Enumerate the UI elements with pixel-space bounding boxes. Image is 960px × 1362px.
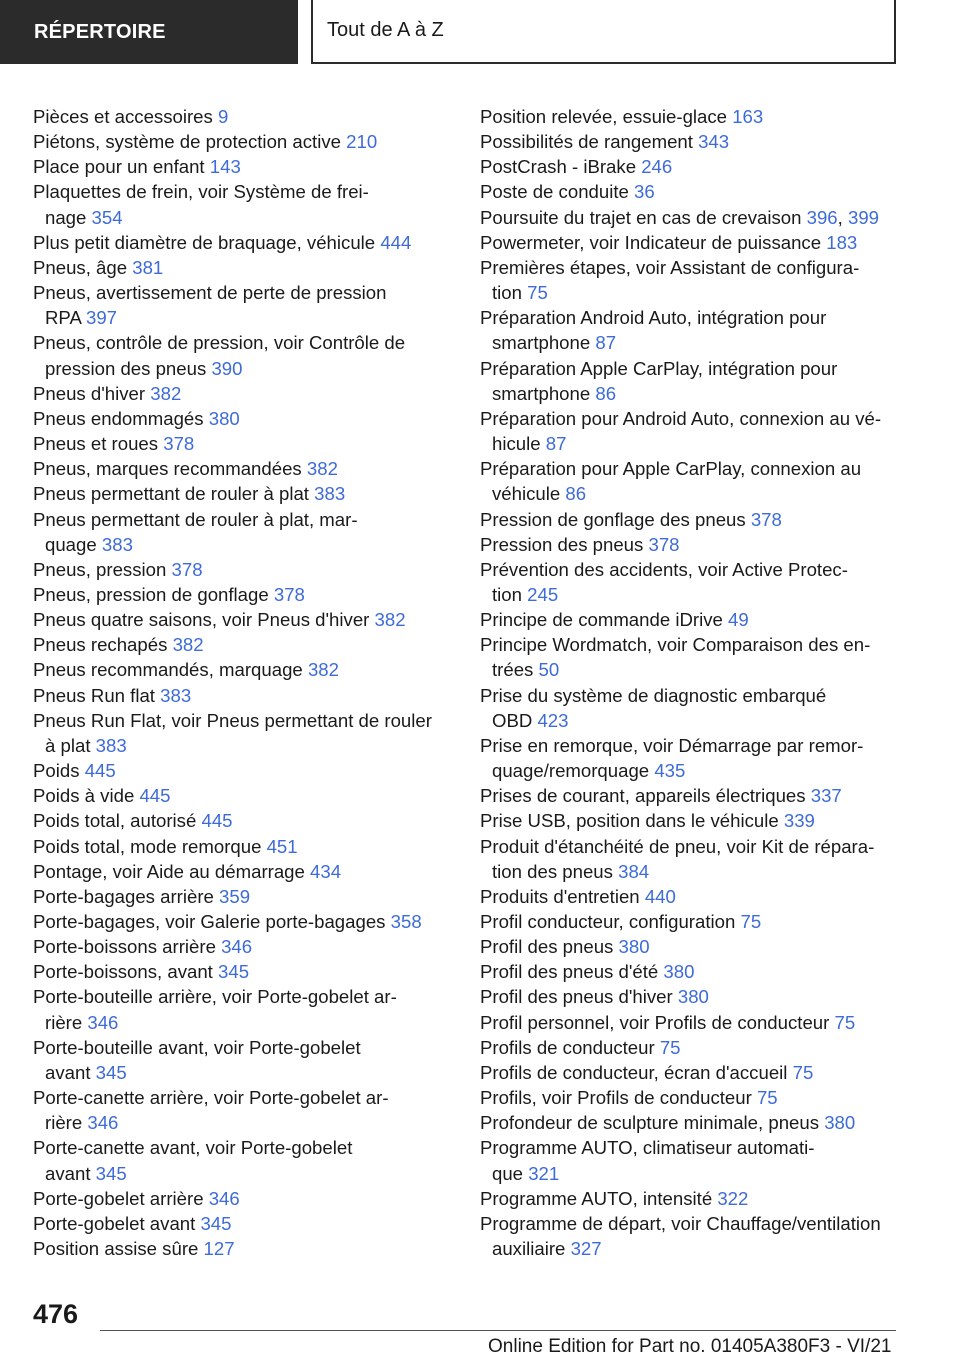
index-entry (480, 834, 905, 884)
index-entry-text: Porte-gobelet avant (33, 1212, 196, 1234)
index-entry-text: Poids (33, 760, 80, 782)
index-entry (33, 909, 453, 934)
index-entry-text: Pneus Run Flat, voir Pneus permettant de rouler (33, 709, 432, 731)
index-entry (480, 356, 905, 406)
page-link[interactable]: 322 (717, 1187, 749, 1209)
index-entry-text: Plus petit diamètre de braquage, véhicule (33, 231, 376, 253)
index-entry (480, 230, 905, 255)
index-entry (33, 1135, 453, 1185)
page-link[interactable]: 345 (218, 961, 250, 983)
index-entry (33, 1035, 453, 1085)
index-entry (480, 507, 905, 532)
page-link[interactable]: 163 (732, 106, 764, 127)
page-link[interactable]: 345 (200, 1212, 232, 1234)
page-link[interactable]: 382 (150, 382, 182, 404)
index-entry-text: auxiliaire (492, 1238, 566, 1260)
page-link[interactable]: 382 (374, 609, 406, 631)
index-entry (480, 934, 905, 959)
page-link[interactable]: 380 (677, 986, 709, 1008)
index-entry-text: Profil des pneus d'hiver (480, 986, 673, 1008)
index-entry (33, 456, 453, 481)
index-entry (33, 280, 453, 330)
index-entry (33, 557, 453, 582)
index-entry (480, 1110, 905, 1135)
index-entry (33, 959, 453, 984)
page-link[interactable]: 339 (783, 810, 815, 832)
page-link[interactable]: 245 (527, 583, 559, 605)
page-link[interactable]: 86 (565, 483, 587, 505)
index-entry (480, 1085, 905, 1110)
page-link[interactable]: 378 (648, 533, 680, 555)
index-entry (480, 607, 905, 632)
page-link[interactable]: 378 (750, 508, 782, 530)
index-entry (33, 834, 453, 859)
index-entry (480, 632, 905, 682)
index-entry-text: Profils de conducteur, écran d'accueil (480, 1061, 788, 1083)
index-entry (480, 154, 905, 179)
page-link[interactable]: 397 (86, 307, 118, 329)
index-entry (33, 683, 453, 708)
page-link[interactable]: 246 (641, 156, 673, 178)
index-entry-text: Pontage, voir Aide au démarrage (33, 860, 305, 882)
page-link[interactable]: 36 (634, 181, 655, 203)
index-entry-text: Pièces et accessoires (33, 106, 213, 127)
index-entry-text: Poids total, autorisé (33, 810, 197, 832)
index-entry-text: véhicule (492, 483, 561, 505)
index-entry-text: Poids à vide (33, 785, 135, 807)
index-entry-text: Principe de commande iDrive (480, 609, 723, 631)
index-entry (33, 129, 453, 154)
index-entry-text: Pneus, contrôle de pression, voir Contrôle de (33, 332, 406, 354)
index-entry-text: Profils de conducteur (480, 1036, 655, 1058)
index-entry-text: Possibilités de rangement (480, 131, 693, 153)
page-link[interactable]: 399 (848, 206, 880, 228)
index-entry-text: trées (492, 659, 534, 681)
page-link[interactable]: 445 (84, 760, 116, 782)
page-link[interactable]: 440 (644, 885, 676, 907)
page-link[interactable]: 345 (95, 1162, 127, 1184)
page-link[interactable]: 378 (163, 433, 195, 455)
index-entry-text: quage/remorquage (492, 760, 650, 782)
index-entry-text: Prise en remorque, voir Démarrage par remor- (480, 734, 864, 756)
page-link[interactable]: 380 (663, 961, 695, 983)
page-link[interactable]: 434 (310, 860, 342, 882)
index-entry-text: Pression des pneus (480, 533, 644, 555)
page-link[interactable]: 444 (380, 231, 412, 253)
index-entry-text: smartphone (492, 382, 591, 404)
index-entry-text: rière (45, 1112, 83, 1134)
index-entry (480, 104, 905, 129)
index-entry (480, 179, 905, 204)
page-link[interactable]: 210 (346, 131, 378, 153)
index-entry-text: avant (45, 1162, 91, 1184)
index-entry-text: Pneus quatre saisons, voir Pneus d'hiver (33, 609, 370, 631)
index-entry-text: Prise USB, position dans le véhicule (480, 810, 779, 832)
index-entry-text: Produits d'entretien (480, 885, 640, 907)
index-entry-text: Pneus, pression (33, 558, 167, 580)
index-entry-text: Profil des pneus d'été (480, 961, 659, 983)
index-entry (33, 783, 453, 808)
index-entry (480, 456, 905, 506)
index-entry-text: Pneus permettant de rouler à plat, mar- (33, 508, 358, 530)
index-entry (33, 808, 453, 833)
index-entry-text: Porte-canette avant, voir Porte-gobelet (33, 1137, 353, 1159)
page-link[interactable]: 382 (172, 634, 204, 656)
page-link[interactable]: 445 (139, 785, 171, 807)
page-link[interactable]: 337 (810, 785, 842, 807)
page-link[interactable]: 381 (132, 256, 164, 278)
index-entry (480, 884, 905, 909)
page-link[interactable]: 378 (273, 583, 305, 605)
index-entry-text: Powermeter, voir Indicateur de puissance (480, 231, 822, 253)
index-entry-text: Porte-bouteille avant, voir Porte-gobelet (33, 1036, 361, 1058)
index-column-left (33, 104, 453, 1261)
index-entry-text: Pneus rechapés (33, 634, 168, 656)
page-link[interactable]: 321 (528, 1162, 560, 1184)
page-link[interactable]: 327 (570, 1238, 602, 1260)
index-entry-text: nage (45, 206, 87, 228)
index-entry-text: Pneus d'hiver (33, 382, 146, 404)
index-entry-text: Porte-gobelet arrière (33, 1187, 204, 1209)
index-entry-text: hicule (492, 433, 541, 455)
index-entry-text: avant (45, 1061, 91, 1083)
index-entry (480, 129, 905, 154)
index-entry (480, 984, 905, 1009)
index-entry (480, 959, 905, 984)
page-header-title: Tout de A à Z (311, 0, 896, 64)
index-entry (480, 255, 905, 305)
index-entry-text: Prises de courant, appareils électriques (480, 785, 806, 807)
page-link[interactable]: 343 (698, 131, 730, 153)
index-entry-text: Porte-canette arrière, voir Porte-gobelet ar- (33, 1087, 389, 1109)
index-entry (480, 532, 905, 557)
index-entry (480, 1211, 905, 1261)
page-link[interactable]: 380 (618, 936, 650, 958)
index-entry (480, 1135, 905, 1185)
page-link[interactable]: 183 (826, 231, 858, 253)
index-entry-text: Prise du système de diagnostic embarqué (480, 684, 827, 706)
index-entry (33, 1085, 453, 1135)
index-entry-text: Porte-bagages, voir Galerie porte-bagages (33, 911, 386, 932)
index-entry-text: Pneus, pression de gonflage (33, 583, 269, 605)
index-entry-text: à plat (45, 734, 91, 756)
page-link[interactable]: 380 (208, 407, 240, 429)
index-entry (480, 1035, 905, 1060)
index-entry-text: Pneus, âge (33, 256, 128, 278)
index-entry (33, 607, 453, 632)
index-entry-text: Poste de conduite (480, 181, 629, 203)
index-entry (33, 708, 453, 758)
index-entry-text: RPA (45, 307, 81, 329)
index-entry-text: PostCrash - iBrake (480, 156, 637, 178)
page-link[interactable]: 359 (219, 885, 251, 907)
index-entry-text: Profondeur de sculpture minimale, pneus (480, 1112, 820, 1134)
index-entry (33, 330, 453, 380)
page-link[interactable]: 9 (218, 106, 229, 127)
index-entry-text: Premières étapes, voir Assistant de configura- (480, 256, 860, 278)
page-link[interactable]: 345 (95, 1061, 127, 1083)
index-entry-text: Position assise sûre (33, 1238, 199, 1260)
index-entry-text: Programme AUTO, intensité (480, 1187, 713, 1209)
index-entry-text: Programme de départ, voir Chauffage/ventilation (480, 1212, 881, 1234)
index-entry (33, 406, 453, 431)
index-entry-text: Poids total, mode remorque (33, 835, 262, 857)
index-entry (33, 582, 453, 607)
index-entry-text: Préparation pour Apple CarPlay, connexion au (480, 458, 862, 480)
index-entry-text: tion (492, 282, 522, 304)
index-entry (33, 154, 453, 179)
page-link[interactable]: 346 (87, 1011, 119, 1033)
index-entry-text: Porte-boissons arrière (33, 936, 216, 958)
index-entry-text: quage (45, 533, 97, 555)
page-link[interactable]: 346 (208, 1187, 240, 1209)
page-link[interactable]: 423 (537, 709, 569, 731)
index-entry-text: Prévention des accidents, voir Active Protec- (480, 558, 848, 580)
index-entry-text: Profil conducteur, configuration (480, 911, 736, 932)
index-entry-text: Porte-boissons, avant (33, 961, 213, 983)
index-entry (480, 305, 905, 355)
index-entry (33, 381, 453, 406)
index-entry (480, 783, 905, 808)
page-link[interactable]: 390 (211, 357, 243, 379)
index-entry (33, 632, 453, 657)
index-entry-text: Piétons, système de protection active (33, 131, 341, 153)
index-entry (33, 657, 453, 682)
page-link[interactable]: 383 (95, 734, 127, 756)
index-entry-text: Plaquettes de frein, voir Système de frei- (33, 181, 369, 203)
index-entry-text: tion (492, 583, 522, 605)
page-link[interactable]: 143 (209, 156, 241, 178)
page-link[interactable]: 383 (314, 483, 346, 505)
page-link[interactable]: 346 (87, 1112, 119, 1134)
index-entry-text: que (492, 1162, 524, 1184)
page-link[interactable]: 451 (266, 835, 298, 857)
index-entry (33, 179, 453, 229)
edition-note: Online Edition for Part no. 01405A380F3 - VI/21 (488, 1336, 892, 1357)
page-link[interactable]: 435 (654, 760, 686, 782)
section-tab: RÉPERTOIRE (0, 0, 298, 64)
page-link[interactable]: 346 (221, 936, 253, 958)
index-entry (33, 884, 453, 909)
index-column-right (480, 104, 905, 1261)
page-link[interactable]: 75 (527, 282, 548, 304)
page-link[interactable]: 396 (806, 206, 838, 228)
index-entry (33, 104, 453, 129)
index-entry-text: Pneus recommandés, marquage (33, 659, 303, 681)
index-entry (480, 683, 905, 733)
index-entry-text: OBD (492, 709, 533, 731)
index-entry (480, 557, 905, 607)
index-entry-text: Profil personnel, voir Profils de conducteur (480, 1011, 830, 1033)
page-link[interactable]: 87 (545, 433, 567, 455)
index-entry-text: Pneus et roues (33, 433, 159, 455)
index-entry (480, 808, 905, 833)
page-link[interactable]: 75 (834, 1011, 856, 1033)
index-entry (480, 909, 905, 934)
page-link[interactable]: 49 (728, 609, 749, 631)
page-link[interactable]: 75 (756, 1087, 778, 1109)
page-link[interactable]: 378 (171, 558, 203, 580)
index-entry-text: Porte-bagages arrière (33, 885, 214, 907)
index-entry-text: pression des pneus (45, 357, 207, 379)
index-entry (33, 481, 453, 506)
index-entry-text: Poursuite du trajet en cas de crevaison (480, 206, 802, 228)
index-entry (33, 255, 453, 280)
index-entry-text: Profils, voir Profils de conducteur (480, 1087, 752, 1109)
index-entry (33, 431, 453, 456)
page-link[interactable]: 382 (306, 458, 338, 480)
index-entry-text: Pneus Run flat (33, 684, 155, 706)
page-link[interactable]: 384 (618, 860, 650, 882)
page-link[interactable]: 75 (792, 1061, 814, 1083)
index-entry (33, 859, 453, 884)
page-number: 476 (33, 1299, 79, 1329)
index-entry-text: Principe Wordmatch, voir Comparaison des en- (480, 634, 871, 656)
page-link[interactable]: 445 (201, 810, 233, 832)
index-entry-text: tion des pneus (492, 860, 613, 882)
page-link[interactable]: 358 (390, 911, 422, 932)
index-entry-text: Pneus endommagés (33, 407, 204, 429)
index-entry (480, 1060, 905, 1085)
index-entry-text: Position relevée, essuie-glace (480, 106, 728, 127)
index-entry (33, 230, 453, 255)
page-link[interactable]: 127 (203, 1238, 235, 1260)
index-entry (480, 733, 905, 783)
index-entry (480, 406, 905, 456)
index-entry-text: Pneus, avertissement de perte de pression (33, 282, 387, 304)
index-entry-text: Pneus permettant de rouler à plat (33, 483, 309, 505)
index-entry-text: Programme AUTO, climatiseur automati- (480, 1137, 815, 1159)
index-entry-text: Pneus, marques recommandées (33, 458, 302, 480)
page-link[interactable]: 75 (740, 911, 762, 932)
index-entry-text: Porte-bouteille arrière, voir Porte-gobelet ar- (33, 986, 397, 1008)
index-entry-text: Place pour un enfant (33, 156, 205, 178)
index-entry-text: smartphone (492, 332, 591, 354)
index-entry (480, 1186, 905, 1211)
page-link[interactable]: 383 (101, 533, 133, 555)
page-link[interactable]: 50 (538, 659, 560, 681)
index-entry (33, 1186, 453, 1211)
index-entry (33, 934, 453, 959)
page-link[interactable]: 382 (307, 659, 339, 681)
page-link[interactable]: 383 (160, 684, 192, 706)
page-link[interactable]: 380 (824, 1112, 856, 1134)
index-entry: Poursuite du trajet en cas de crevaison 396, 399 (480, 206, 880, 228)
page-link[interactable]: 354 (91, 206, 123, 228)
page-link[interactable]: 75 (659, 1036, 681, 1058)
index-entry-text: Pression de gonflage des pneus (480, 508, 746, 530)
index-entry-text: Préparation pour Android Auto, connexion au vé- (480, 407, 882, 429)
index-entry (33, 1236, 453, 1261)
index-entry (33, 758, 453, 783)
index-entry (33, 507, 453, 557)
index-entry-text: Préparation Android Auto, intégration pour (480, 307, 827, 329)
index-entry-text: rière (45, 1011, 83, 1033)
index-entry-text: Produit d'étanchéité de pneu, voir Kit de répara- (480, 835, 875, 857)
page-link[interactable]: 86 (595, 382, 617, 404)
index-entry (480, 1010, 905, 1035)
index-entry-text: Préparation Apple CarPlay, intégration pour (480, 357, 838, 379)
index-entry (33, 1211, 453, 1236)
footer-divider (100, 1330, 896, 1331)
page-link[interactable]: 87 (595, 332, 617, 354)
index-entry-text: Profil des pneus (480, 936, 614, 958)
index-entry (33, 984, 453, 1034)
